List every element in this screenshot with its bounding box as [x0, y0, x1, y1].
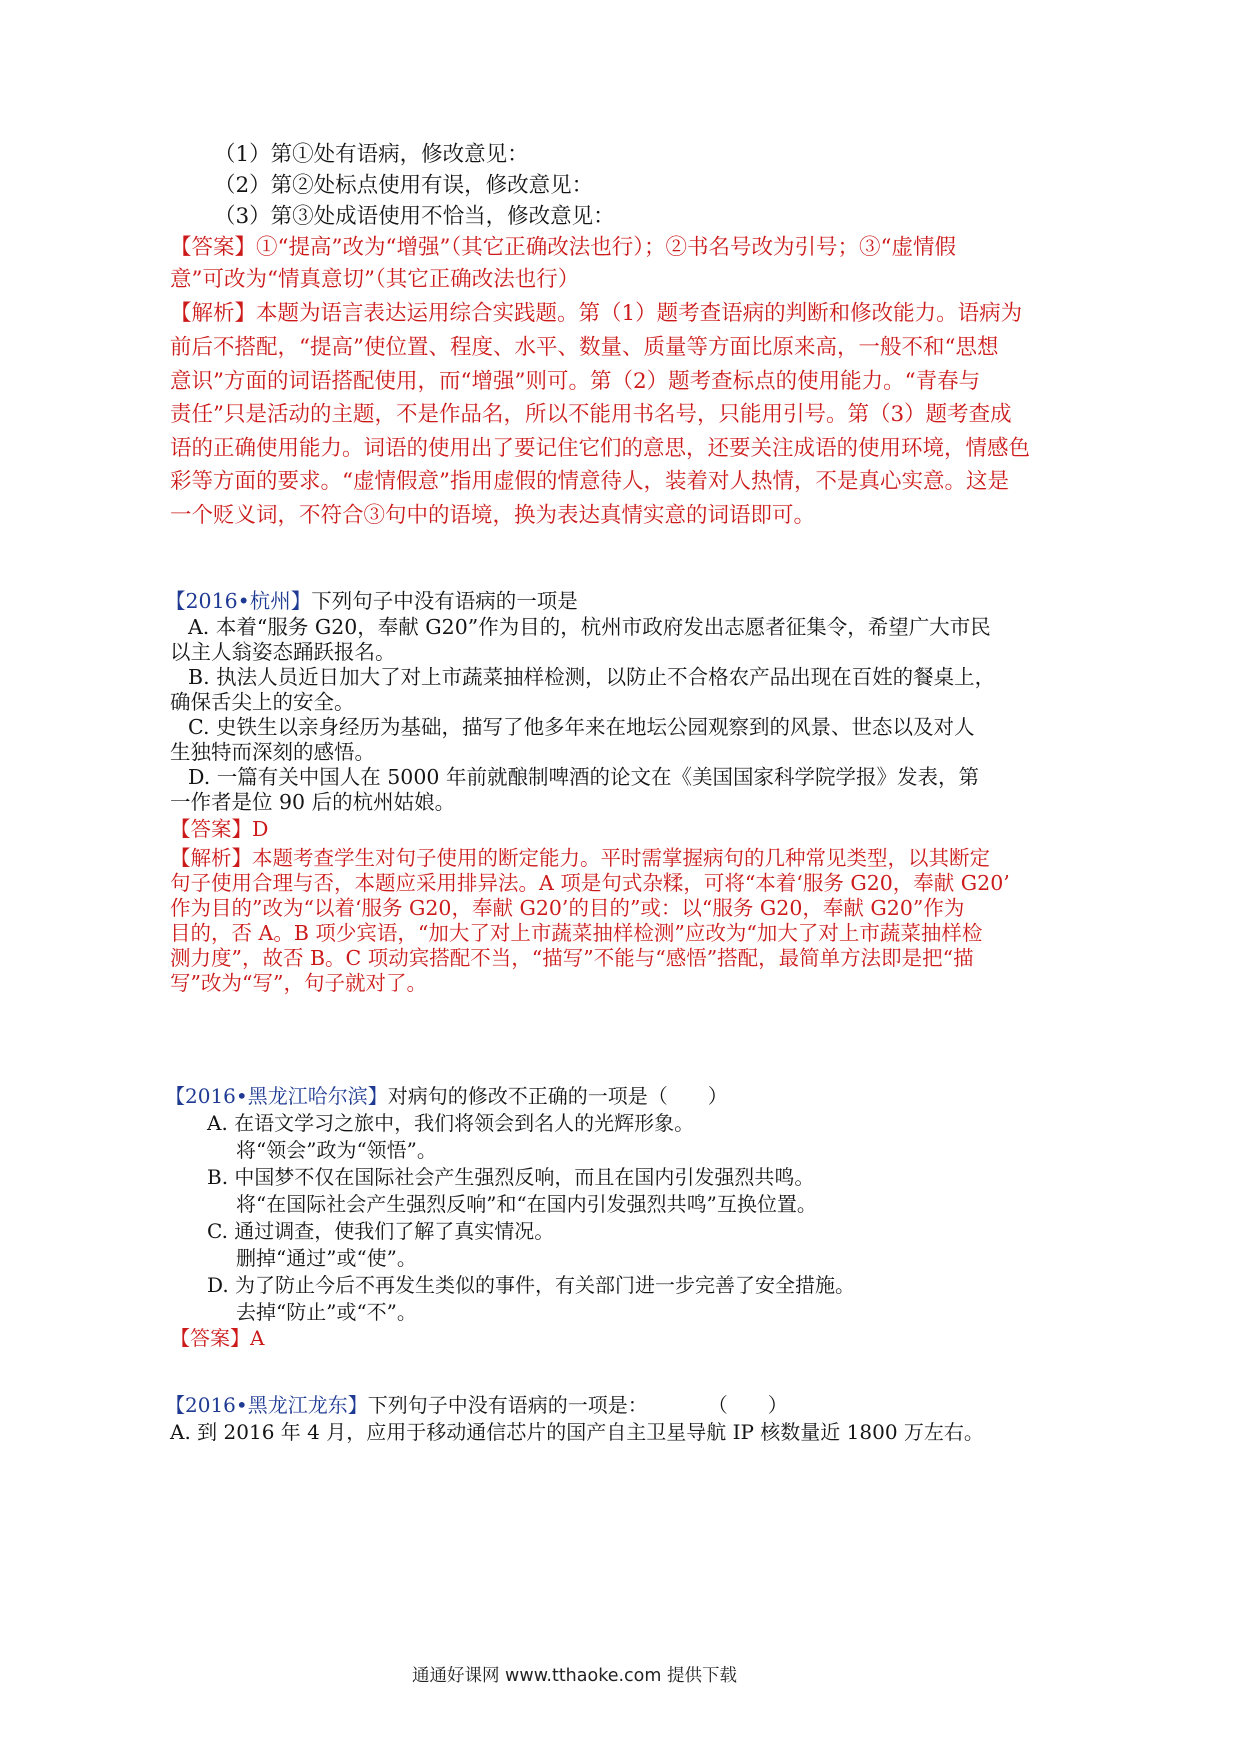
- question-stem: 下列句子中没有语病的一项是： （ ）: [367, 1393, 788, 1417]
- page-footer: 通通好课网 www.tthaoke.com 提供下载: [412, 1666, 737, 1686]
- answer-line: 意”可改为“情真意切”（其它正确改法也行）: [170, 267, 580, 292]
- sub-question-3: （3）第③处成语使用不恰当，修改意见：: [214, 204, 615, 229]
- question-heading: [165, 1389, 788, 1418]
- option-line: 一作者是位 90 后的杭州姑娘。: [170, 790, 456, 814]
- analysis-line: 写”改为“写”，句子就对了。: [170, 971, 427, 995]
- analysis-line: 目的，否 A。B 项少宾语，“加大了对上市蔬菜抽样检测”应改为“加大了对上市蔬菜抽样检: [170, 921, 983, 945]
- option-line: B. 执法人员近日加大了对上市蔬菜抽样检测，以防止不合格农产品出现在百姓的餐桌上，: [188, 665, 996, 689]
- question-source: 【2016•黑龙江哈尔滨】: [165, 1084, 388, 1108]
- analysis-line: 意识”方面的词语搭配使用，而“增强”则可。第（2）题考查标点的使用能力。“青春与: [170, 369, 981, 394]
- analysis-line: 测力度”，故否 B。C 项动宾搭配不当，“描写”不能与“感悟”搭配，最简单方法即是把“描: [170, 946, 974, 970]
- analysis-line: 彩等方面的要求。“虚情假意”指用虚假的情意待人，装着对人热情，不是真心实意。这是: [170, 469, 1009, 494]
- answer: 【答案】A: [170, 1326, 265, 1350]
- question-source: 【2016•杭州】: [165, 589, 312, 613]
- sub-question-2: （2）第②处标点使用有误，修改意见：: [214, 173, 594, 198]
- option-line: D. 一篇有关中国人在 5000 年前就酿制啤酒的论文在《美国国家科学院学报》发表，第: [188, 765, 979, 789]
- option-line: C. 通过调查，使我们了解了真实情况。: [207, 1219, 555, 1243]
- analysis-line: 语的正确使用能力。词语的使用出了要记住它们的意思，还要关注成语的使用环境，情感色: [170, 436, 1031, 461]
- analysis-line: 一个贬义词，不符合③句中的语境，换为表达真情实意的词语即可。: [170, 503, 816, 528]
- option-line: A. 到 2016 年 4 月，应用于移动通信芯片的国产自主卫星导航 IP 核数量近 1800 万左右。: [170, 1420, 984, 1444]
- question-stem: 对病句的修改不正确的一项是（ ）: [387, 1084, 728, 1108]
- answer: 【答案】D: [170, 817, 269, 841]
- option-revision: 删掉“通过”或“使”。: [236, 1246, 417, 1270]
- option-line: D. 为了防止今后不再发生类似的事件，有关部门进一步完善了安全措施。: [207, 1273, 856, 1297]
- question-source: 【2016•黑龙江龙东】: [165, 1393, 368, 1417]
- question-stem: 下列句子中没有语病的一项是: [311, 589, 578, 613]
- sub-question-1: （1）第①处有语病，修改意见：: [214, 142, 529, 167]
- option-line: 以主人翁姿态踊跃报名。: [170, 640, 396, 664]
- analysis-line: 【解析】本题为语言表达运用综合实践题。第（1）题考查语病的判断和修改能力。语病为: [170, 301, 1023, 326]
- option-revision: 将“在国际社会产生强烈反响”和“在国内引发强烈共鸣”互换位置。: [236, 1192, 817, 1216]
- option-line: 生独特而深刻的感悟。: [170, 740, 375, 764]
- answer-line: 【答案】①“提高”改为“增强”（其它正确改法也行）；②书名号改为引号；③“虚情假: [170, 235, 956, 260]
- analysis-line: 前后不搭配，“提高”使位置、程度、水平、数量、质量等方面比原来高，一般不和“思想: [170, 335, 999, 360]
- analysis-line: 【解析】本题考查学生对句子使用的断定能力。平时需掌握病句的几种常见类型，以其断定: [170, 846, 990, 870]
- analysis-line: 责任”只是活动的主题，不是作品名，所以不能用书名号，只能用引号。第（3）题考查成: [170, 402, 1012, 427]
- analysis-line: 句子使用合理与否，本题应采用排异法。A 项是句式杂糅，可将“本着‘服务 G20，奉献 G20’: [170, 871, 1010, 895]
- option-line: 确保舌尖上的安全。: [170, 690, 355, 714]
- option-revision: 将“领会”政为“领悟”。: [236, 1138, 437, 1162]
- option-line: C. 史铁生以亲身经历为基础，描写了他多年来在地坛公园观察到的风景、世态以及对人: [188, 715, 975, 739]
- option-line: B. 中国梦不仅在国际社会产生强烈反响，而且在国内引发强烈共鸣。: [207, 1165, 815, 1189]
- option-line: A. 本着“服务 G20，奉献 G20”作为目的，杭州市政府发出志愿者征集令，希望广大市民: [188, 615, 991, 639]
- analysis-line: 作为目的”改为“以着‘服务 G20，奉献 G20’的目的”或：以“服务 G20，奉献 G20”作为: [170, 896, 965, 920]
- question-heading: [165, 1080, 728, 1109]
- option-revision: 去掉“防止”或“不”。: [236, 1300, 417, 1324]
- option-line: A. 在语文学习之旅中，我们将领会到名人的光辉形象。: [207, 1111, 695, 1135]
